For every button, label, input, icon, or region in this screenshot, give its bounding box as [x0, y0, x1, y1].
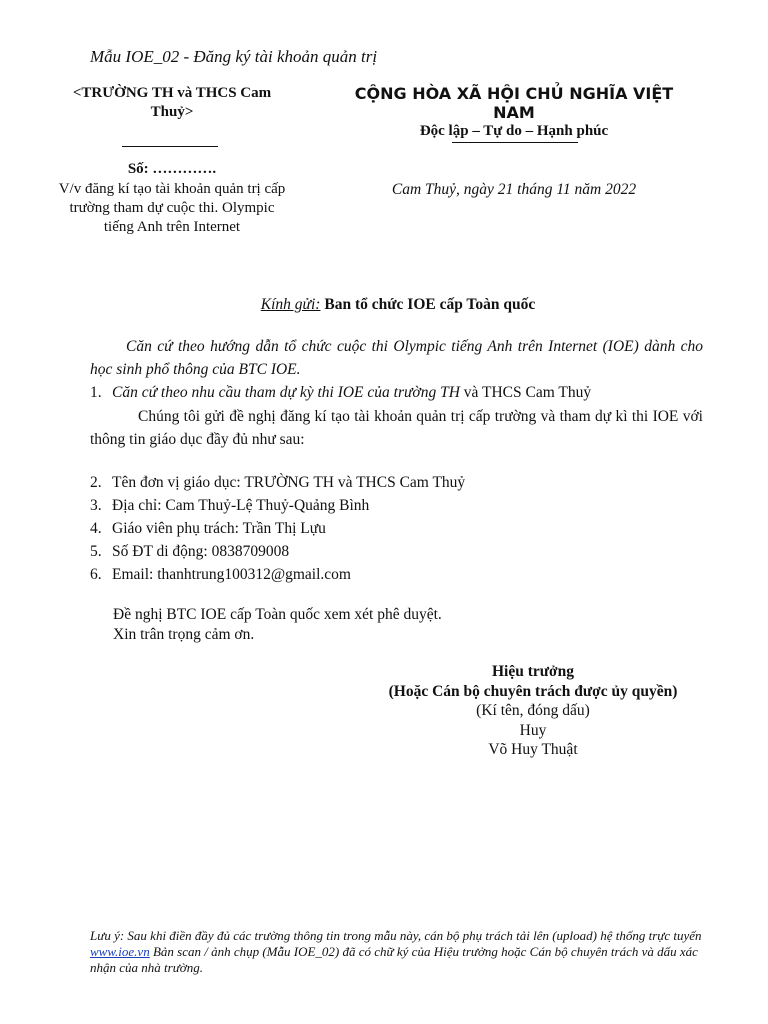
recipient-label: Kính gửi:: [260, 296, 321, 313]
footnote: [90, 928, 705, 976]
document-subject: [42, 180, 302, 237]
list-item-number: 6.: [90, 566, 102, 583]
list-item-text: Email: thanhtrung100312@gmail.com: [112, 566, 351, 583]
footnote-text-continued: Bản scan / ảnh chụp (Mẫu IOE_02) đã có chữ ký của Hiệu trưởng hoặc Cán bộ chuyên trách và dấu xác nhận của nhà trường.: [90, 944, 698, 975]
list-item: [90, 494, 703, 517]
basis-paragraph: Căn cứ theo hướng dẫn tổ chức cuộc thi Olympic tiếng Anh trên Internet (IOE) dành cho học sinh phổ thông của BTC IOE.: [90, 338, 703, 378]
school-name-line1: <TRƯỜNG TH và THCS Cam: [72, 85, 272, 101]
list-item-number: 2.: [90, 474, 102, 491]
list-item-number: 4.: [90, 520, 102, 537]
school-divider: [122, 146, 218, 147]
list-item-italic-text: Căn cứ theo nhu cầu tham dự kỳ thi IOE của trường TH: [112, 384, 460, 401]
list-item: [90, 563, 703, 586]
subject-line2: trường tham dự cuộc thi. Olympic: [69, 200, 275, 216]
list-item-1: [90, 381, 703, 404]
document-date: Cam Thuỷ, ngày 21 tháng 11 năm 2022: [391, 181, 637, 198]
list-item-text: và THCS Cam Thuỷ: [459, 384, 592, 401]
list-item-number: 3.: [90, 497, 102, 514]
signature-handwritten: Huy: [519, 721, 547, 739]
ioe-link[interactable]: www.ioe.vn: [90, 944, 150, 959]
form-title: Mẫu IOE_02 - Đăng ký tài khoản quản trị: [90, 47, 378, 66]
school-name-line2: Thuỷ>: [150, 104, 194, 120]
national-line1: CỘNG HÒA XÃ HỘI CHỦ NGHĨA VIỆT: [354, 84, 674, 103]
signer-title: Hiệu trưởng: [491, 663, 575, 680]
subject-line3: tiếng Anh trên Internet: [103, 219, 241, 235]
recipient-name: Ban tổ chức IOE cấp Toàn quốc: [324, 296, 536, 313]
list-item-text: Giáo viên phụ trách: Trần Thị Lựu: [112, 520, 326, 537]
national-line2: NAM: [493, 103, 535, 122]
national-motto: Độc lập – Tự do – Hạnh phúc: [419, 123, 609, 139]
signer-name: Võ Huy Thuật: [488, 741, 578, 758]
motto-divider: [452, 142, 578, 143]
list-item-text: Tên đơn vị giáo dục: TRƯỜNG TH và THCS Cam Thuỷ: [112, 474, 466, 491]
list-item: [90, 517, 703, 540]
closing-line2: Xin trân trọng cảm ơn.: [113, 626, 255, 643]
footnote-text: Lưu ý: Sau khi điền đầy đủ các trường thông tin trong mẫu này, cán bộ phụ trách tải lên (upload) hệ thống trực tuyến: [90, 928, 702, 943]
subject-line1: V/v đăng kí tạo tài khoản quản trị cấp: [58, 181, 286, 197]
signature-block: [372, 662, 694, 760]
signature-instruction: (Kí tên, đóng dấu): [476, 702, 590, 719]
closing-line1: Đề nghị BTC IOE cấp Toàn quốc xem xét phê duyệt.: [113, 606, 442, 623]
school-header: [52, 84, 292, 122]
details-list: [90, 471, 703, 586]
list-item-number: 1.: [90, 384, 102, 401]
recipient-line: [0, 296, 768, 314]
list-item: [90, 540, 703, 563]
national-header: [340, 84, 688, 122]
request-paragraph: Chúng tôi gửi đề nghị đăng kí tạo tài khoản quản trị cấp trường và tham dự kì thi IOE với thông tin giáo dục đầy đủ như sau:: [90, 408, 703, 448]
closing-block: [113, 605, 442, 645]
list-item-text: Địa chỉ: Cam Thuỷ-Lệ Thuỷ-Quảng Bình: [112, 497, 370, 514]
list-item-text: Số ĐT di động: 0838709008: [112, 543, 290, 560]
document-number: Số: ………….: [127, 161, 217, 177]
list-item-number: 5.: [90, 543, 102, 560]
signer-subtitle: (Hoặc Cán bộ chuyên trách được ủy quyền): [388, 682, 678, 700]
list-item: [90, 471, 703, 494]
